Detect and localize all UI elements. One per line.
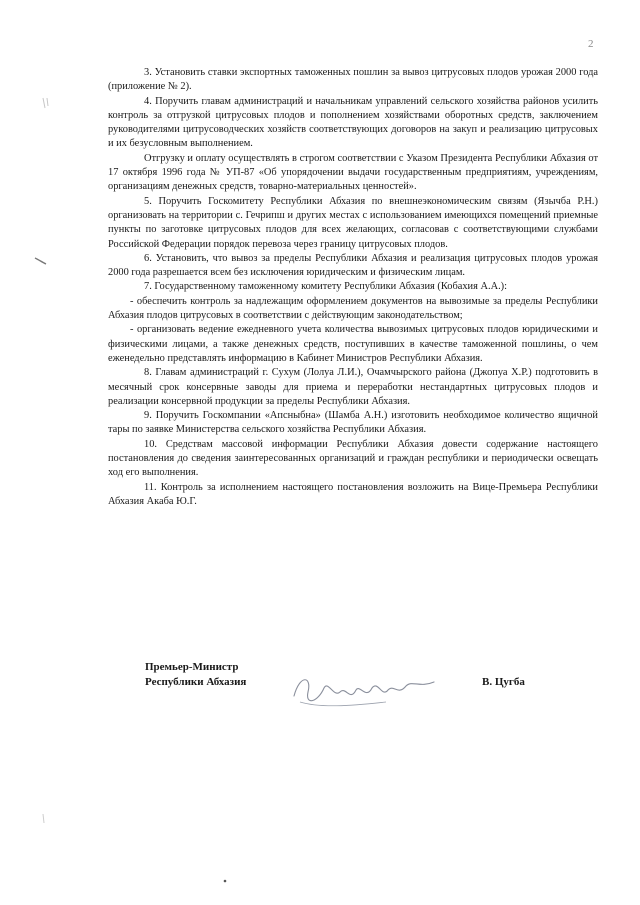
paragraph-4-shipment: Отгрузку и оплату осуществлять в строгом соответствии с Указом Президента Республики Абхазия от 17 октября 1996 года № УП-87 «Об упорядочении выдачи государственным предприятиям, учреждениям, организациям денежных средств, товарно-материальных ценностей». — [108, 152, 598, 193]
page-number: 2 — [588, 38, 594, 50]
paragraph-4: 4. Поручить главам администраций и начальникам управлений сельского хозяйства районов усилить контроль за отгрузкой цитрусовых плодов и пополнением хозяйствами оборотных средств, заключением руководителями цитрусоводческих хозяйств соответствующих договоров на закуп и реализацию цитрусовых и их безусловным выполнением. — [108, 95, 598, 150]
paragraph-7-item-2: - организовать ведение ежедневного учета количества вывозимых цитрусовых плодов юридическими и физическими лицами, а также денежных средств, поступивших в качестве таможенной пошлины, о чем еженедельно представлять информацию в Кабинет Министров Республики Абхазия. — [108, 324, 598, 364]
margin-mark — [40, 812, 50, 826]
paragraph-9: 9. Поручить Госкомпании «Апсныбна» (Шамба А.Н.) изготовить необходимое количество ящичной тары по заявке Министерства сельского хозяйства Республики Абхазия. — [108, 410, 598, 436]
paragraph-5: 5. Поручить Госкомитету Республики Абхазия по внешнеэкономическим связям (Язычба Р.Н.) организовать на территории с. Гечрипш и других местах с использованием имеющихся помещений приемные пункты по заготовке цитрусовых плодов для всех желающих, согласовав с соответствующими службами Российской Федерации порядок перевоза через границу цитрусовых плодов. — [108, 195, 598, 250]
handwritten-signature — [290, 662, 440, 717]
signatory-title — [145, 660, 246, 690]
margin-mark — [40, 96, 52, 110]
paragraph-3: 3. Установить ставки экспортных таможенных пошлин за вывоз цитрусовых плодов урожая 2000 года (приложение № 2). — [108, 67, 598, 93]
paragraph-11: 11. Контроль за исполнением настоящего постановления возложить на Вице-Премьера Республики Абхазия Акаба Ю.Г. — [108, 481, 598, 507]
margin-mark — [34, 256, 48, 266]
document-body — [108, 66, 598, 509]
signatory-name: В. Цугба — [482, 676, 525, 688]
paragraph-10: 10. Средствам массовой информации Республики Абхазия довести содержание настоящего постановления до сведения заинтересованных организаций и граждан республики и периодически освещать ход его выполнения. — [108, 438, 598, 479]
signatory-title-line-1: Премьер-Министр — [145, 661, 239, 673]
margin-mark — [222, 878, 228, 884]
paragraph-7-item-1: - обеспечить контроль за надлежащим оформлением документов на вывозимые за пределы Республики Абхазия плодов цитрусовых в соответствии с действующим законодательством; — [108, 295, 598, 322]
signatory-title-line-2: Республики Абхазия — [145, 676, 247, 688]
paragraph-7: 7. Государственному таможенному комитету Республики Абхазия (Кобахия А.А.): — [144, 281, 508, 293]
paragraph-6: 6. Установить, что вывоз за пределы Республики Абхазия и реализация цитрусовых плодов урожая 2000 года разрешается всем без исключения юридическим и физическим лицам. — [108, 252, 598, 279]
paragraph-8: 8. Главам администраций г. Сухум (Лолуа Л.И.), Очамчырского района (Джопуа Х.Р.) подготовить в месячный срок консервные заводы для приема и переработки нестандартных цитрусовых плодов и реализации консервной продукции за пределы Республики Абхазия. — [108, 367, 598, 407]
